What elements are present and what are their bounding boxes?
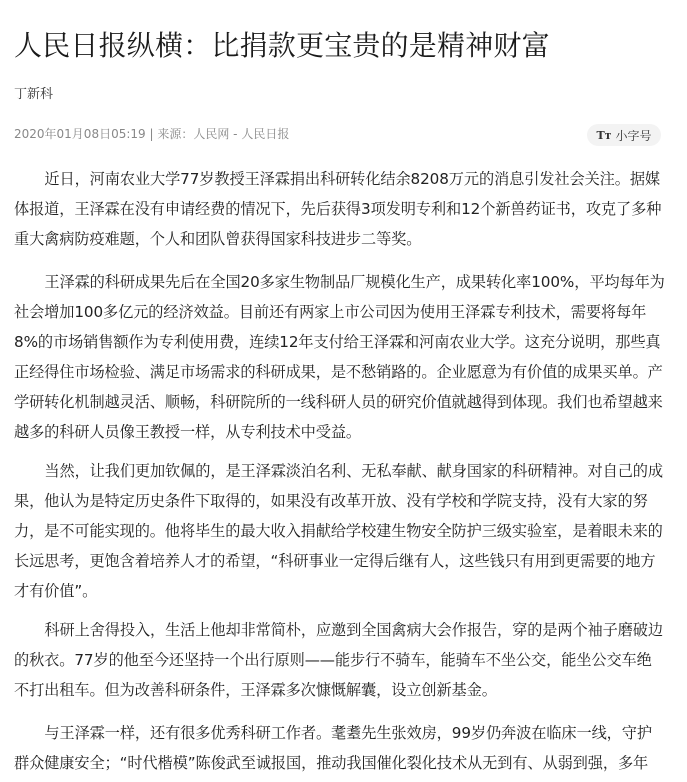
paragraph-line: 越多的科研人员像王教授一样，从专利技术中受益。 [14, 423, 362, 441]
paragraph-line: 科研上舍得投入，生活上他却非常简朴，应邀到全国禽病大会作报告，穿的是两个袖子磨破边 [44, 621, 663, 639]
paragraph-line: 正经得住市场检验、满足市场需求的科研成果，是不愁销路的。企业愿意为有价值的成果买单。产 [14, 363, 663, 381]
paragraph-line: 不打出租车。但为改善科研条件，王泽霖多次慷慨解囊，设立创新基金。 [14, 681, 497, 699]
article-title: 人民日报纵横：比捐款更宝贵的是精神财富 [14, 29, 550, 62]
paragraph-line: 力，是不可能实现的。他将毕生的最大收入捐献给学校建生物安全防护三级实验室，是着眼未来的 [14, 522, 663, 540]
font-size-label: 小字号 [615, 128, 652, 143]
paragraph-2 [14, 267, 674, 447]
paragraph-line: 近日，河南农业大学77岁教授王泽霖捐出科研转化结余8208万元的消息引发社会关注。据媒 [44, 170, 661, 188]
publish-date: 2020年01月08日05:19 [14, 127, 146, 141]
paragraph-line: 的秋衣。77岁的他至今还坚持一个出行原则——能步行不骑车，能骑车不坐公交，能坐公交车绝 [14, 651, 652, 669]
font-size-toggle-button[interactable] [587, 124, 661, 146]
source-prefix: 来源： [157, 127, 194, 141]
paragraph-4 [14, 615, 674, 705]
paragraph-3 [14, 456, 674, 606]
paragraph-line: 体报道，王泽霖在没有申请经费的情况下，先后获得3项发明专利和12个新兽药证书，攻克了多种 [14, 200, 662, 218]
article-author: 丁新科 [14, 87, 54, 102]
meta-separator: | [145, 127, 158, 141]
paragraph-line: 才有价值”。 [14, 582, 98, 600]
paragraph-line: 与王泽霖一样，还有很多优秀科研工作者。耄耋先生张效房，99岁仍奔波在临床一线，守护 [44, 724, 652, 742]
source-name[interactable]: 人民网 - 人民日报 [193, 127, 290, 141]
paragraph-line: 群众健康安全；“时代楷模”陈俊武至诚报国，推动我国催化裂化技术从无到有、从弱到强，多年 [14, 754, 649, 772]
paragraph-line: 8%的市场销售额作为专利使用费，连续12年支付给王泽霖和河南农业大学。这充分说明，那些真 [14, 333, 661, 351]
font-size-icon: Tт [596, 128, 612, 142]
paragraph-line: 王泽霖的科研成果先后在全国20多家生物制品厂规模化生产，成果转化率100%，平均每年为 [44, 273, 665, 291]
paragraph-line: 重大禽病防疫难题，个人和团队曾获得国家科技进步二等奖。 [14, 230, 422, 248]
paragraph-line: 当然，让我们更加钦佩的，是王泽霖淡泊名利、无私奉献、献身国家的科研精神。对自己的成 [44, 462, 663, 480]
paragraph-1 [14, 164, 674, 254]
article-meta [14, 125, 289, 143]
paragraph-line: 果，他认为是特定历史条件下取得的，如果没有改革开放、没有学校和学院支持，没有大家的努 [14, 492, 648, 510]
paragraph-line: 学研转化机制越灵活、顺畅，科研院所的一线科研人员的研究价值就越得到体现。我们也希望越来 [14, 393, 663, 411]
paragraph-line: 社会增加100多亿元的经济效益。目前还有两家上市公司因为使用王泽霖专利技术，需要将每年 [14, 303, 647, 321]
paragraph-5 [14, 718, 674, 778]
paragraph-line: 长远思考，更饱含着培养人才的希望，“科研事业一定得后继有人，这些钱只有用到更需要的地方 [14, 552, 656, 570]
